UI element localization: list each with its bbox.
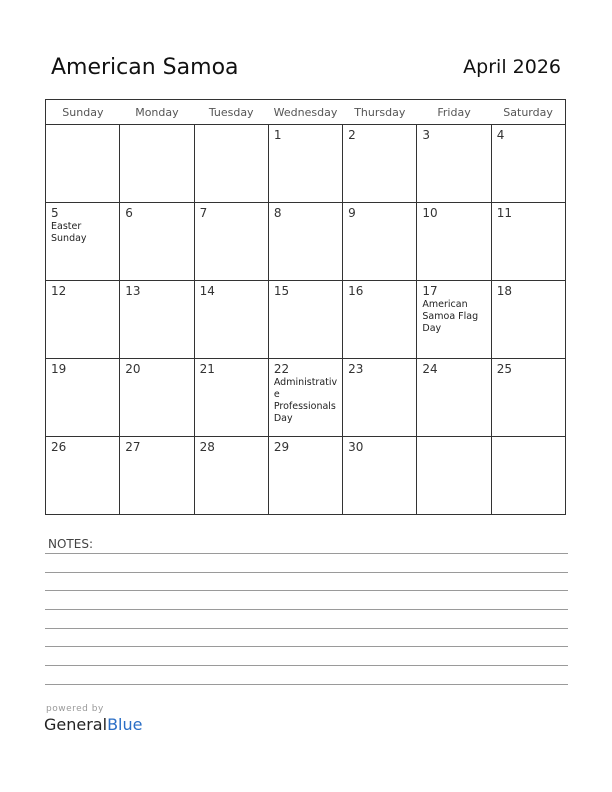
holiday-label <box>120 128 193 129</box>
day-cell <box>120 359 194 437</box>
holiday-label <box>492 376 565 377</box>
day-number: 10 <box>422 206 438 220</box>
day-number: 4 <box>496 128 505 142</box>
weekday-sunday: Sunday <box>46 100 120 125</box>
weekday-monday: Monday <box>120 100 194 125</box>
day-cell <box>46 359 120 437</box>
day-cell <box>343 281 417 359</box>
day-cell <box>194 281 268 359</box>
day-number: 12 <box>51 284 67 298</box>
note-line <box>45 646 568 647</box>
day-number: 13 <box>125 284 141 298</box>
note-line <box>45 572 568 573</box>
note-line <box>45 628 568 629</box>
holiday-label: American Samoa Flag Day <box>422 299 479 334</box>
day-number: 16 <box>348 284 364 298</box>
holiday-label <box>46 298 119 299</box>
day-cell <box>268 125 342 203</box>
day-number: 28 <box>199 440 215 454</box>
day-number: 20 <box>125 362 141 376</box>
day-number: 6 <box>125 206 133 220</box>
logo-blue: Blue <box>107 715 143 734</box>
logo-general: General <box>44 715 108 734</box>
day-number: 11 <box>496 206 512 220</box>
powered-by-text: powered by <box>46 704 104 714</box>
day-number: 21 <box>199 362 215 376</box>
holiday-label: Easter Sunday <box>51 221 87 244</box>
day-cell <box>491 281 565 359</box>
day-cell <box>120 125 194 203</box>
day-cell <box>268 281 342 359</box>
holiday-label <box>46 128 119 129</box>
day-cell <box>194 359 268 437</box>
day-number: 29 <box>273 440 290 454</box>
calendar-grid <box>45 99 566 515</box>
day-cell <box>343 125 417 203</box>
holiday-label <box>417 440 490 441</box>
holiday-label <box>195 298 268 299</box>
day-number: 24 <box>422 362 438 376</box>
day-cell <box>46 437 120 515</box>
day-number: 2 <box>348 128 356 142</box>
day-number: 17 <box>422 284 438 298</box>
holiday-label <box>492 298 565 299</box>
holiday-label <box>46 376 119 377</box>
holiday-label <box>195 454 268 455</box>
day-number: 7 <box>199 206 208 220</box>
day-cell <box>491 437 565 515</box>
day-cell <box>268 437 342 515</box>
day-cell <box>46 281 120 359</box>
brand-footer <box>44 704 142 734</box>
holiday-label <box>343 298 416 299</box>
day-number: 5 <box>51 206 59 220</box>
holiday-label <box>120 298 193 299</box>
week-row <box>46 359 566 437</box>
holiday-label <box>417 142 490 143</box>
weekday-friday: Friday <box>417 100 491 125</box>
holiday-label <box>195 128 268 129</box>
holiday-label <box>492 220 565 221</box>
weekday-wednesday: Wednesday <box>268 100 342 125</box>
holiday-label <box>417 220 490 221</box>
day-cell <box>343 437 417 515</box>
day-cell <box>268 359 342 437</box>
day-number: 15 <box>273 284 290 298</box>
holiday-label <box>343 142 416 143</box>
holiday-label <box>269 454 342 455</box>
holiday-label <box>343 220 416 221</box>
day-cell <box>491 125 565 203</box>
holiday-label <box>417 376 490 377</box>
day-cell <box>343 203 417 281</box>
day-number: 26 <box>51 440 67 454</box>
day-cell <box>491 203 565 281</box>
day-number: 8 <box>273 206 282 220</box>
day-cell <box>491 359 565 437</box>
weekday-saturday: Saturday <box>491 100 565 125</box>
note-line <box>45 684 568 685</box>
day-cell <box>46 125 120 203</box>
holiday-label <box>120 220 193 221</box>
holiday-label <box>492 440 565 441</box>
holiday-label: Administrative Professionals Day <box>273 377 338 424</box>
day-number: 19 <box>51 362 67 376</box>
day-number: 23 <box>348 362 364 376</box>
weekday-tuesday: Tuesday <box>194 100 268 125</box>
day-cell <box>417 203 491 281</box>
holiday-label <box>195 220 268 221</box>
day-cell <box>120 203 194 281</box>
day-cell <box>120 281 194 359</box>
weekday-thursday: Thursday <box>343 100 417 125</box>
day-cell <box>194 437 268 515</box>
holiday-label <box>343 376 416 377</box>
note-line <box>45 553 568 554</box>
day-number: 25 <box>496 362 512 376</box>
note-line <box>45 665 568 666</box>
note-line <box>45 609 568 610</box>
day-number: 1 <box>273 128 282 142</box>
day-number: 18 <box>496 284 512 298</box>
day-number: 27 <box>125 440 141 454</box>
holiday-label <box>195 376 268 377</box>
holiday-label <box>269 142 342 143</box>
day-cell <box>417 281 491 359</box>
holiday-label <box>492 142 565 143</box>
holiday-label <box>120 454 193 455</box>
day-number: 9 <box>348 206 356 220</box>
week-row <box>46 437 566 515</box>
day-number: 22 <box>273 362 290 376</box>
day-cell <box>194 125 268 203</box>
day-number: 30 <box>348 440 364 454</box>
day-number: 3 <box>422 128 431 142</box>
week-row <box>46 281 566 359</box>
week-row <box>46 203 566 281</box>
note-line <box>45 590 568 591</box>
generalblue-logo <box>44 715 142 734</box>
day-cell <box>417 125 491 203</box>
day-cell <box>194 203 268 281</box>
day-cell <box>417 359 491 437</box>
day-cell <box>120 437 194 515</box>
day-cell <box>417 437 491 515</box>
holiday-label <box>269 220 342 221</box>
day-cell <box>343 359 417 437</box>
day-cell <box>46 203 120 281</box>
calendar-title: American Samoa <box>51 55 239 80</box>
holiday-label <box>120 376 193 377</box>
holiday-label <box>343 454 416 455</box>
day-cell <box>268 203 342 281</box>
month-year: April 2026 <box>463 56 561 78</box>
holiday-label <box>269 298 342 299</box>
day-number: 14 <box>199 284 215 298</box>
weekday-header-row <box>46 100 566 125</box>
notes-label: NOTES: <box>48 537 93 551</box>
week-row <box>46 125 566 203</box>
holiday-label <box>46 454 119 455</box>
